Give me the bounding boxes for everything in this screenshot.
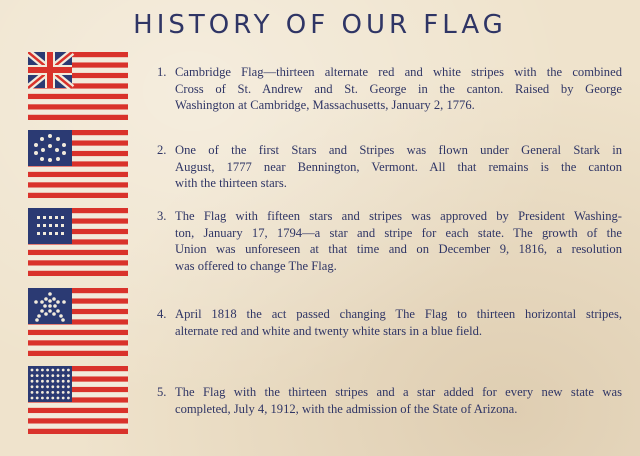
entry-line: August, 1777 near Bennington, Vermont. All that remains is the canton [175, 159, 622, 174]
entry-text-2 [157, 142, 622, 192]
entry-text-4 [157, 306, 622, 339]
entry-line: 3. The Flag with fifteen stars and stripes was approved by President Washing- [157, 209, 622, 223]
flag-entry-5 [0, 364, 640, 434]
entry-number: 5. [157, 385, 167, 399]
entry-line: 5. The Flag with the thirteen stripes and a star added for every new state was [157, 385, 622, 399]
flag-entry-1 [0, 50, 640, 120]
flag-entry-2 [0, 128, 640, 198]
page-title: HISTORY OF OUR FLAG [133, 10, 507, 40]
entry-text-3 [157, 208, 622, 274]
flag-entry-3 [0, 206, 640, 276]
entry-text-5 [157, 384, 622, 417]
entry-line: Union was unforeseen at that time and on December 9, 1816, a resolution [175, 242, 622, 256]
entry-number: 4. [157, 307, 167, 321]
entry-number: 1. [157, 65, 167, 79]
forty-eight-star-flag-icon [28, 366, 128, 434]
entry-line: ton, January 17, 1794—a star and stripe for each state. The growth of the [175, 225, 622, 240]
great-star-flag-icon [28, 288, 128, 356]
entry-line: Cross of St. Andrew and St. George in the canton. Raised by George [175, 81, 622, 96]
stark-flag-icon [28, 130, 128, 198]
entry-number: 3. [157, 209, 167, 223]
entry-line: Washington at Cambridge, Massachusetts, January 2, 1776. [175, 98, 475, 112]
entry-line: with the thirteen stars. [175, 176, 287, 190]
entry-line: was offered to change The Flag. [175, 258, 337, 273]
entry-line: alternate red and white and twenty white stars in a blue field. [175, 323, 483, 338]
entry-number: 2. [157, 143, 167, 157]
entry-line: completed, July 4, 1912, with the admission of the State of Arizona. [175, 401, 518, 416]
entry-line: 2. One of the first Stars and Stripes was flown under General Stark in [157, 143, 622, 157]
fifteen-star-flag-icon [28, 208, 128, 276]
flag-entry-4 [0, 286, 640, 356]
cambridge-flag-icon [28, 52, 128, 120]
entry-line: 4. April 1818 the act passed changing The Flag to thirteen horizontal stripes, [157, 307, 622, 321]
entry-text-1 [157, 64, 622, 114]
entry-line: 1. Cambridge Flag—thirteen alternate red and white stripes with the combined [157, 65, 622, 79]
